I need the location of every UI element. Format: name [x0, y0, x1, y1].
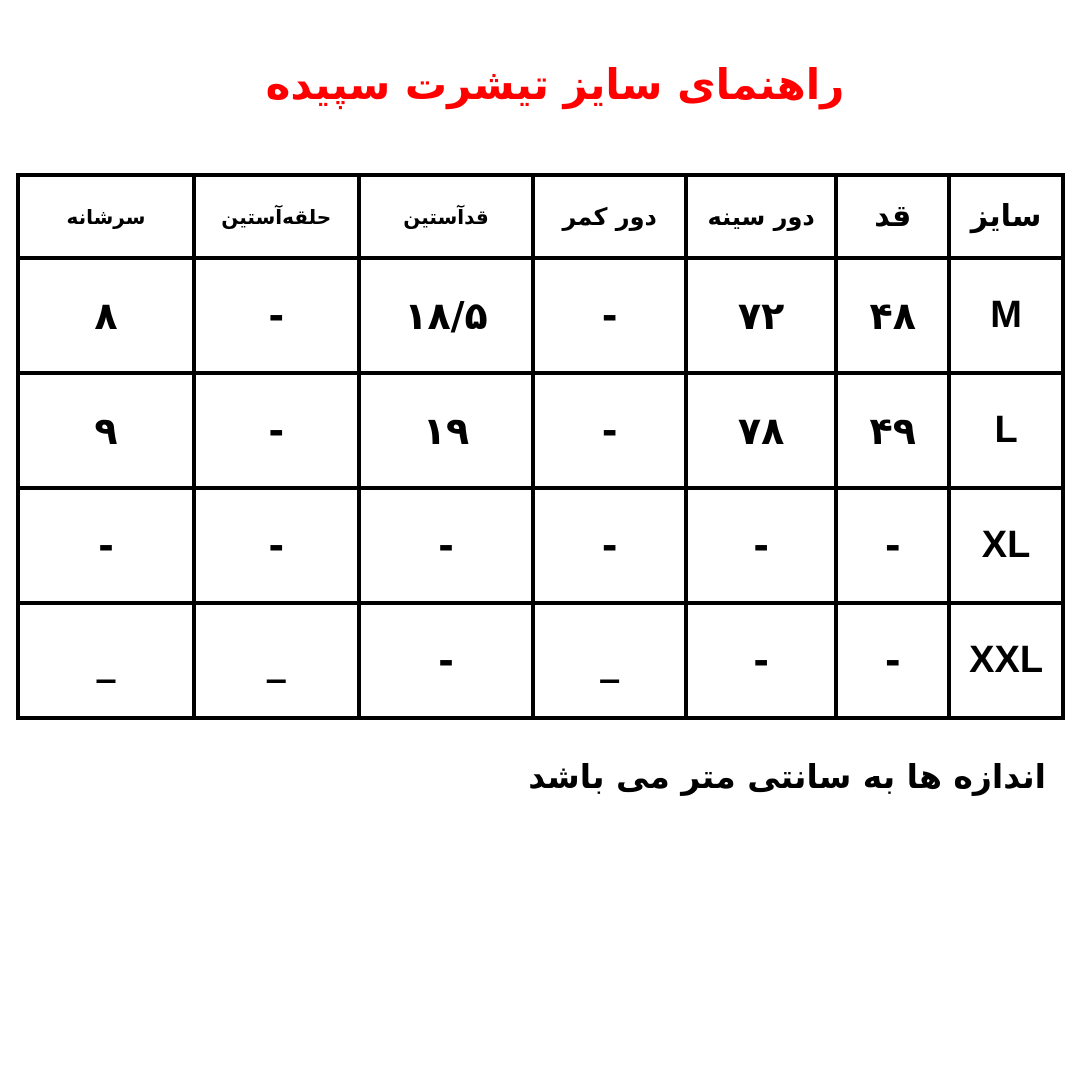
- table-cell: L: [949, 373, 1063, 488]
- table-cell: ۱۹: [359, 373, 534, 488]
- table-cell: XXL: [949, 603, 1063, 718]
- header-sleeve-length: قدآستین: [359, 175, 534, 258]
- table-cell: XL: [949, 488, 1063, 603]
- table-cell: ۸: [18, 258, 194, 373]
- table-header-row: [18, 175, 1063, 258]
- table-row: [18, 373, 1063, 488]
- table-cell: -: [836, 603, 949, 718]
- header-armhole: حلقه‌آستین: [194, 175, 359, 258]
- table-cell: ۴۹: [836, 373, 949, 488]
- page-title: راهنمای سایز تیشرت سپیده: [265, 60, 845, 109]
- table-cell: -: [194, 373, 359, 488]
- table-cell: ۷۲: [686, 258, 836, 373]
- table-cell: ۷۸: [686, 373, 836, 488]
- table-row: [18, 488, 1063, 603]
- table-row: [18, 603, 1063, 718]
- table-cell: ۹: [18, 373, 194, 488]
- table-cell: -: [359, 603, 534, 718]
- header-length: قد: [836, 175, 949, 258]
- table-cell: -: [194, 488, 359, 603]
- table-cell: -: [359, 488, 534, 603]
- table-cell: _: [194, 603, 359, 718]
- table-cell: -: [533, 488, 685, 603]
- table-cell: -: [686, 603, 836, 718]
- header-chest: دور سینه: [686, 175, 836, 258]
- table-cell: -: [533, 258, 685, 373]
- table-cell: ۱۸/۵: [359, 258, 534, 373]
- size-table: [16, 173, 1065, 720]
- table-row: [18, 258, 1063, 373]
- table-cell: -: [686, 488, 836, 603]
- header-waist: دور کمر: [533, 175, 685, 258]
- table-cell: ۴۸: [836, 258, 949, 373]
- header-size: سایز: [949, 175, 1063, 258]
- table-cell: -: [836, 488, 949, 603]
- table-cell: -: [533, 373, 685, 488]
- table-cell: -: [194, 258, 359, 373]
- units-note: اندازه ها به سانتی متر می باشد: [528, 757, 1046, 796]
- table-cell: _: [18, 603, 194, 718]
- header-shoulder: سرشانه: [18, 175, 194, 258]
- table-cell: M: [949, 258, 1063, 373]
- table-cell: -: [18, 488, 194, 603]
- table-cell: _: [533, 603, 685, 718]
